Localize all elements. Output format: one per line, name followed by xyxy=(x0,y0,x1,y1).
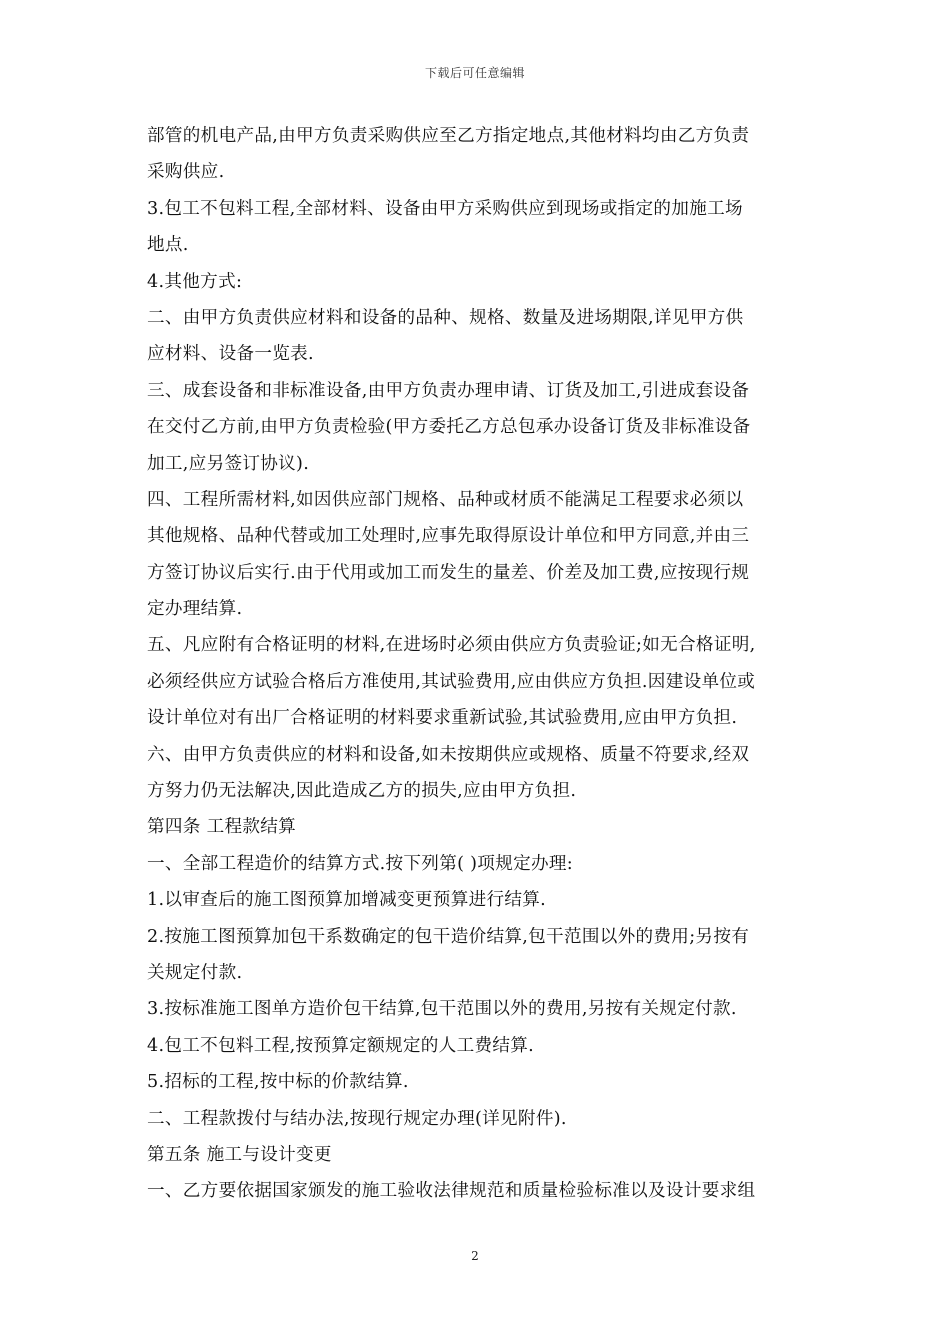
text-line: 4.其他方式: xyxy=(147,271,243,292)
text-line: 关规定付款. xyxy=(147,962,243,983)
text-line: 方签订协议后实行.由于代用或加工而发生的量差、价差及加工费,应按现行规 xyxy=(147,562,750,583)
text-line: 一、全部工程造价的结算方式.按下列第( )项规定办理: xyxy=(147,853,574,874)
text-line: 加工,应另签订协议). xyxy=(147,453,310,474)
text-line: 六、由甲方负责供应的材料和设备,如未按期供应或规格、质量不符要求,经双 xyxy=(147,744,750,765)
text-line: 4.包工不包料工程,按预算定额规定的人工费结算. xyxy=(147,1035,535,1056)
text-line: 三、成套设备和非标准设备,由甲方负责办理申请、订货及加工,引进成套设备 xyxy=(147,380,750,401)
text-line: 3.包工不包料工程,全部材料、设备由甲方采购供应到现场或指定的加施工场 xyxy=(147,198,743,219)
text-line: 四、工程所需材料,如因供应部门规格、品种或材质不能满足工程要求必须以 xyxy=(147,489,744,510)
section-heading: 第五条 施工与设计变更 xyxy=(147,1144,332,1165)
text-line: 在交付乙方前,由甲方负责检验(甲方委托乙方总包承办设备订货及非标准设备 xyxy=(147,417,751,438)
text-line: 3.按标准施工图单方造价包干结算,包干范围以外的费用,另按有关规定付款. xyxy=(147,999,737,1020)
text-line: 采购供应. xyxy=(147,162,225,183)
text-line: 二、工程款拨付与结办法,按现行规定办理(详见附件). xyxy=(147,1108,567,1129)
text-line: 部管的机电产品,由甲方负责采购供应至乙方指定地点,其他材料均由乙方负责 xyxy=(147,126,750,146)
text-line: 必须经供应方试验合格后方准使用,其试验费用,应由供应方负担.因建设单位或 xyxy=(147,671,756,692)
section-heading: 第四条 工程款结算 xyxy=(147,817,297,838)
text-line: 地点. xyxy=(147,235,189,256)
text-line: 一、乙方要依据国家颁发的施工验收法律规范和质量检验标准以及设计要求组 xyxy=(147,1181,756,1202)
page-number: 2 xyxy=(471,1249,479,1263)
text-line: 应材料、设备一览表. xyxy=(147,344,314,365)
text-line: 定办理结算. xyxy=(147,599,243,620)
text-line: 1.以审查后的施工图预算加增减变更预算进行结算. xyxy=(147,890,547,911)
text-line: 二、由甲方负责供应材料和设备的品种、规格、数量及进场期限,详见甲方供 xyxy=(147,307,744,328)
text-line: 设计单位对有出厂合格证明的材料要求重新试验,其试验费用,应由甲方负担. xyxy=(147,708,738,729)
text-line: 方努力仍无法解决,因此造成乙方的损失,应由甲方负担. xyxy=(147,781,577,802)
page-header: 下载后可任意编辑 xyxy=(424,66,525,80)
text-line: 5.招标的工程,按中标的价款结算. xyxy=(147,1072,409,1093)
text-line: 五、凡应附有合格证明的材料,在进场时必须由供应方负责验证;如无合格证明, xyxy=(147,635,756,656)
text-line: 其他规格、品种代替或加工处理时,应事先取得原设计单位和甲方同意,并由三 xyxy=(147,526,750,547)
text-line: 2.按施工图预算加包干系数确定的包干造价结算,包干范围以外的费用;另按有 xyxy=(147,926,750,947)
document-body xyxy=(147,118,812,1210)
